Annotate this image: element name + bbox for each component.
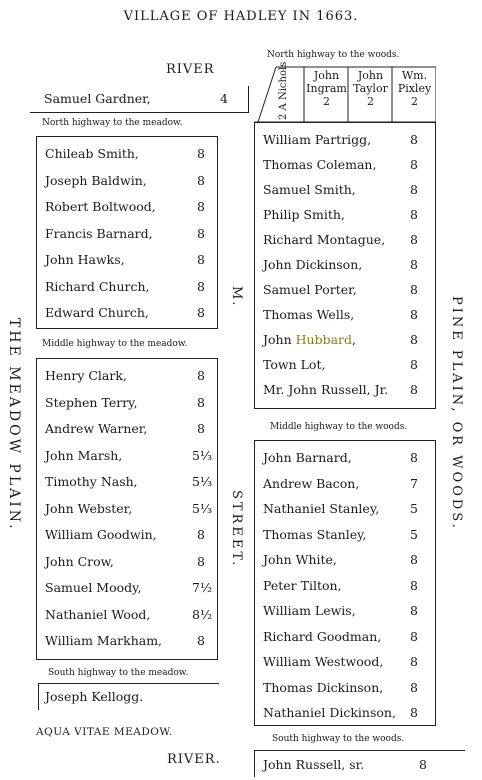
meadow-plain-label: THE MEADOW PLAIN.	[6, 318, 22, 532]
lot-row	[255, 675, 435, 700]
lot-row	[37, 141, 217, 166]
lot-row	[37, 168, 217, 193]
owner-name: John White,	[263, 552, 337, 567]
lot-value: 8	[410, 207, 418, 222]
lot-row	[255, 202, 435, 227]
lot-row	[255, 445, 435, 470]
kellogg-row	[38, 683, 219, 710]
kellogg-name: Joseph Kellogg.	[45, 689, 144, 704]
owner-name: Francis Barnard,	[45, 225, 153, 241]
lot-row	[37, 522, 217, 547]
street-m-label: M.	[229, 286, 244, 308]
lot-value: 8	[410, 654, 418, 669]
russell-sr-row	[254, 750, 465, 777]
owner-name: Nathaniel Wood,	[45, 606, 151, 622]
lot-value: 5⅓	[192, 474, 213, 489]
lot-row	[37, 469, 217, 494]
lot-value: 8	[410, 450, 418, 465]
lot-value: 8	[410, 232, 418, 247]
lot-row	[37, 274, 217, 299]
lot-value: 8	[197, 633, 205, 648]
lot-value: 8	[410, 628, 418, 644]
owner-name: Philip Smith,	[263, 207, 345, 222]
gardner-name: Samuel Gardner,	[44, 91, 151, 106]
middle-highway-meadow: Middle highway to the meadow.	[42, 339, 188, 349]
lot-row	[255, 152, 435, 177]
owner-name: Andrew Warner,	[45, 421, 148, 436]
lot-row	[255, 496, 435, 521]
lot-row	[255, 127, 435, 152]
middle-highway-woods: Middle highway to the woods.	[270, 422, 408, 432]
owner-name: Andrew Bacon,	[263, 475, 360, 491]
lot-value: 5	[410, 501, 418, 516]
owner-name: John Hubbard,	[263, 332, 356, 347]
lot-value: 8	[410, 603, 418, 618]
lot-value: 8	[197, 278, 205, 294]
river-bottom-label: RIVER.	[167, 752, 221, 767]
lot-value: 8	[410, 332, 418, 347]
lot-value: 8	[197, 394, 205, 410]
owner-name: Samuel Porter,	[263, 282, 357, 297]
lot-value: 8	[197, 252, 205, 267]
right-block-1	[254, 122, 436, 409]
south-highway-woods: South highway to the woods.	[272, 734, 405, 744]
owner-name: John Hawks,	[45, 252, 125, 267]
owner-name: William Lewis,	[263, 603, 356, 618]
lot-row	[255, 177, 435, 202]
owner-name: Mr. John Russell, Jr.	[263, 382, 389, 397]
lot-row	[37, 549, 217, 574]
lot-row	[37, 575, 217, 600]
lot-value: 5⅓	[192, 447, 213, 463]
lot-row	[255, 227, 435, 252]
header-lots	[254, 61, 436, 122]
owner-name: Timothy Nash,	[45, 474, 138, 489]
lot-row	[255, 302, 435, 327]
owner-name: John Dickinson,	[263, 257, 363, 272]
lot-value: 8	[410, 552, 418, 567]
highlighted-word: Hubbard	[295, 332, 353, 347]
owner-name: William Partrigg,	[263, 132, 372, 147]
owner-name: Samuel Moody,	[45, 580, 142, 595]
lot-row	[255, 624, 435, 649]
header-taylor: John Taylor 2	[353, 69, 388, 108]
aqua-vitae-label: AQUA VITAE MEADOW.	[36, 726, 173, 738]
lot-row	[255, 352, 435, 377]
owner-name: Nathaniel Stanley,	[263, 501, 380, 516]
north-highway-meadow: North highway to the meadow.	[42, 118, 183, 128]
lot-row	[255, 547, 435, 572]
lot-row	[255, 573, 435, 598]
lot-row	[37, 221, 217, 246]
owner-name: William Westwood,	[263, 654, 384, 669]
lot-value: 7½	[192, 580, 213, 595]
owner-name: John Crow,	[45, 553, 114, 569]
lot-row	[255, 327, 435, 352]
lot-row	[255, 598, 435, 623]
lot-value: 8	[410, 307, 418, 322]
lot-row	[37, 390, 217, 415]
river-top-label: RIVER	[166, 62, 215, 77]
lot-value: 8	[197, 199, 205, 214]
gardner-row	[30, 86, 249, 113]
lot-row	[37, 602, 217, 627]
lot-row	[255, 649, 435, 674]
lot-value: 8	[410, 357, 418, 372]
lot-value: 5	[410, 526, 418, 542]
russell-sr-value: 8	[419, 757, 427, 772]
lot-row	[255, 700, 435, 725]
owner-name: Peter Tilton,	[263, 577, 342, 593]
lot-value: 8	[410, 132, 418, 147]
lot-row	[255, 471, 435, 496]
lot-row	[37, 300, 217, 325]
owner-name: Thomas Stanley,	[263, 526, 367, 542]
lot-row	[255, 277, 435, 302]
lot-row	[255, 522, 435, 547]
russell-sr-name: John Russell, sr.	[263, 757, 365, 772]
north-highway-woods: North highway to the woods.	[267, 50, 400, 60]
lot-row	[37, 416, 217, 441]
lot-value: 8	[197, 305, 205, 320]
lot-value: 8	[197, 368, 205, 383]
lot-value: 7	[410, 475, 418, 491]
owner-name: John Webster,	[45, 500, 133, 516]
lot-value: 8½	[192, 606, 213, 622]
south-highway-meadow: South highway to the meadow.	[48, 668, 189, 678]
page-title: VILLAGE OF HADLEY IN 1663.	[123, 9, 359, 24]
owner-name: Robert Boltwood,	[45, 199, 156, 214]
lot-row	[37, 247, 217, 272]
owner-name: Joseph Baldwin,	[45, 172, 147, 188]
owner-name: William Goodwin,	[45, 527, 157, 542]
lot-value: 8	[197, 527, 205, 542]
lot-row	[37, 628, 217, 653]
header-pixley: Wm. Pixley 2	[397, 69, 432, 108]
pine-plain-label: PINE PLAIN, OR WOODS.	[449, 296, 464, 531]
right-block-2	[254, 440, 436, 726]
lot-value: 8	[410, 282, 418, 297]
owner-name: Thomas Dickinson,	[263, 679, 384, 695]
lot-value: 8	[197, 146, 205, 161]
lot-value: 8	[410, 577, 418, 593]
left-block-1	[36, 136, 218, 329]
lot-value: 8	[197, 553, 205, 569]
street-label: STREET.	[229, 490, 244, 569]
lot-value: 8	[410, 679, 418, 695]
left-block-2	[36, 358, 218, 660]
owner-name: Chileab Smith,	[45, 146, 139, 161]
lot-row	[37, 363, 217, 388]
owner-name: John Barnard,	[263, 450, 352, 465]
lot-value: 5⅓	[192, 500, 213, 516]
owner-name: Henry Clark,	[45, 368, 127, 383]
owner-name: Thomas Wells,	[263, 307, 355, 322]
lot-row	[37, 443, 217, 468]
lot-value: 8	[410, 382, 418, 397]
lot-row	[37, 194, 217, 219]
gardner-value: 4	[220, 91, 228, 106]
owner-name: Richard Church,	[45, 278, 150, 294]
lot-value: 8	[410, 157, 418, 172]
owner-name: Edward Church,	[45, 305, 149, 320]
owner-name: Thomas Coleman,	[263, 157, 377, 172]
owner-name: Stephen Terry,	[45, 394, 138, 410]
owner-name: Richard Montague,	[263, 232, 386, 247]
owner-name: Samuel Smith,	[263, 182, 356, 197]
lot-row	[255, 377, 435, 402]
owner-name: Town Lot,	[263, 357, 326, 372]
lot-value: 8	[410, 257, 418, 272]
owner-name: William Markham,	[45, 633, 163, 648]
header-ingram: John Ingram 2	[306, 69, 347, 108]
lot-value: 8	[410, 182, 418, 197]
owner-name: Richard Goodman,	[263, 628, 382, 644]
lot-value: 8	[197, 421, 205, 436]
header-nichols: 2 A Nichols	[278, 61, 289, 120]
owner-name: John Marsh,	[45, 447, 123, 463]
lot-row	[255, 252, 435, 277]
lot-value: 8	[410, 705, 418, 720]
lot-value: 8	[197, 172, 205, 188]
lot-row	[37, 496, 217, 521]
lot-value: 8	[197, 225, 205, 241]
owner-name: Nathaniel Dickinson,	[263, 705, 396, 720]
